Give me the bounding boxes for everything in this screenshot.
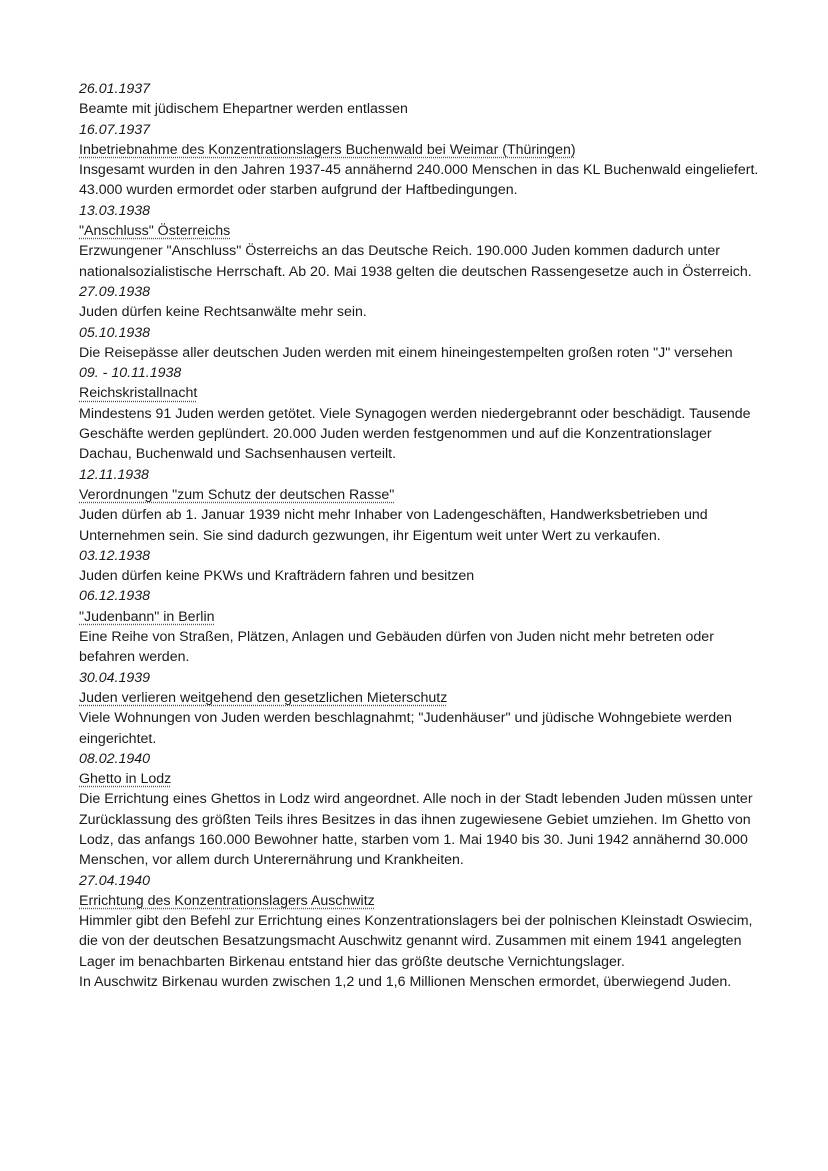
entry-date: 26.01.1937 xyxy=(79,81,151,97)
timeline-entry xyxy=(79,749,759,871)
entry-text: Beamte mit jüdischem Ehepartner werden entlassen xyxy=(79,101,408,118)
timeline-entry xyxy=(79,323,759,364)
entry-heading: "Judenbann" in Berlin xyxy=(79,608,215,625)
entry-date: 30.04.1939 xyxy=(79,669,151,686)
entry-date: 09. - 10.11.1938 xyxy=(79,365,182,382)
entry-date: 27.04.1940 xyxy=(79,872,151,889)
entry-text: Juden dürfen keine Rechtsanwälte mehr sein. xyxy=(79,304,367,321)
timeline-entry xyxy=(79,871,759,993)
timeline-entry xyxy=(79,79,759,120)
entry-heading: Reichskristallnacht xyxy=(79,385,198,402)
entry-date: 08.02.1940 xyxy=(79,750,151,767)
entry-heading: Juden verlieren weitgehend den gesetzlichen Mieterschutz xyxy=(79,689,448,706)
entry-date: 06.12.1938 xyxy=(79,588,151,605)
timeline-entry xyxy=(79,120,759,201)
timeline-entry xyxy=(79,668,759,749)
timeline-entry xyxy=(79,546,759,587)
entry-text: In Auschwitz Birkenau wurden zwischen 1,2 und 1,6 Millionen Menschen ermordet, überwiegend Juden. xyxy=(79,974,732,991)
timeline-entry xyxy=(79,201,759,282)
entry-text: Die Errichtung eines Ghettos in Lodz wird angeordnet. Alle noch in der Stadt lebenden Juden müssen unter Zurücklassung des größten Teils ihres Besitzes in das ihnen zugewiesene Gebiet umziehen. Im Ghetto von Lodz, das anfangs 160.000 Bewohner hatte, starben vom 1. Mai 1940 bis 30. Juni 1942 annähernd 30.000 Menschen, vor allem durch Unterernährung und Krankheiten. xyxy=(79,791,753,869)
entry-date: 03.12.1938 xyxy=(79,547,151,564)
entry-text: Eine Reihe von Straßen, Plätzen, Anlagen und Gebäuden dürfen von Juden nicht mehr betreten oder befahren werden. xyxy=(79,629,714,666)
entry-heading: "Anschluss" Österreichs xyxy=(79,223,231,240)
entry-heading: Errichtung des Konzentrationslagers Auschwitz xyxy=(79,892,375,909)
entry-text: Juden dürfen keine PKWs und Krafträdern fahren und besitzen xyxy=(79,568,475,585)
entry-text: Juden dürfen ab 1. Januar 1939 nicht mehr Inhaber von Ladengeschäften, Handwerksbetrieben und Unternehmen sein. Sie sind dadurch gezwungen, ihr Eigentum weit unter Wert zu verkaufen. xyxy=(79,507,708,544)
document-page xyxy=(79,79,759,992)
timeline-entry xyxy=(79,586,759,667)
entry-text: Insgesamt wurden in den Jahren 1937-45 annähernd 240.000 Menschen in das KL Buchenwald eingeliefert. 43.000 wurden ermordet oder starben aufgrund der Haftbedingungen. xyxy=(79,162,759,199)
timeline-entry xyxy=(79,282,759,323)
entry-date: 12.11.1938 xyxy=(79,466,149,483)
entry-text: Mindestens 91 Juden werden getötet. Viele Synagogen werden niedergebrannt oder beschädigt. Tausende Geschäfte werden geplündert. 20.000 Juden werden festgenommen und auf die Konzentrationslager Dachau, Buchenwald und Sachsenhausen verteilt. xyxy=(79,405,751,463)
entry-text: Viele Wohnungen von Juden werden beschlagnahmt; "Judenhäuser" und jüdische Wohngebiete werden eingerichtet. xyxy=(79,710,732,747)
entry-date: 05.10.1938 xyxy=(79,324,151,341)
entry-heading: Verordnungen "zum Schutz der deutschen Rasse" xyxy=(79,486,395,503)
entry-text: Erzwungener "Anschluss" Österreichs an das Deutsche Reich. 190.000 Juden kommen dadurch unter nationalsozialistische Herrschaft. Ab 20. Mai 1938 gelten die deutschen Rassengesetze auch in Österreich. xyxy=(79,243,752,280)
entry-date: 13.03.1938 xyxy=(79,202,151,219)
timeline-entry xyxy=(79,465,759,546)
entry-date: 16.07.1937 xyxy=(79,121,151,138)
entry-text: Himmler gibt den Befehl zur Errichtung eines Konzentrationslagers bei der polnischen Kleinstadt Oswiecim, die von der deutschen Besatzungsmacht Auschwitz genannt wird. Zusammen mit einem 1941 angelegten Lager im benachbarten Birkenau entstand hier das größte deutsche Vernichtungslager. xyxy=(79,913,753,970)
timeline-entry xyxy=(79,363,759,464)
entry-text: Die Reisepässe aller deutschen Juden werden mit einem hineingestempelten großen roten "J" versehen xyxy=(79,344,733,361)
entry-date: 27.09.1938 xyxy=(79,283,151,300)
entry-heading: Inbetriebnahme des Konzentrationslagers Buchenwald bei Weimar (Thüringen) xyxy=(79,141,576,158)
entry-heading: Ghetto in Lodz xyxy=(79,771,172,788)
